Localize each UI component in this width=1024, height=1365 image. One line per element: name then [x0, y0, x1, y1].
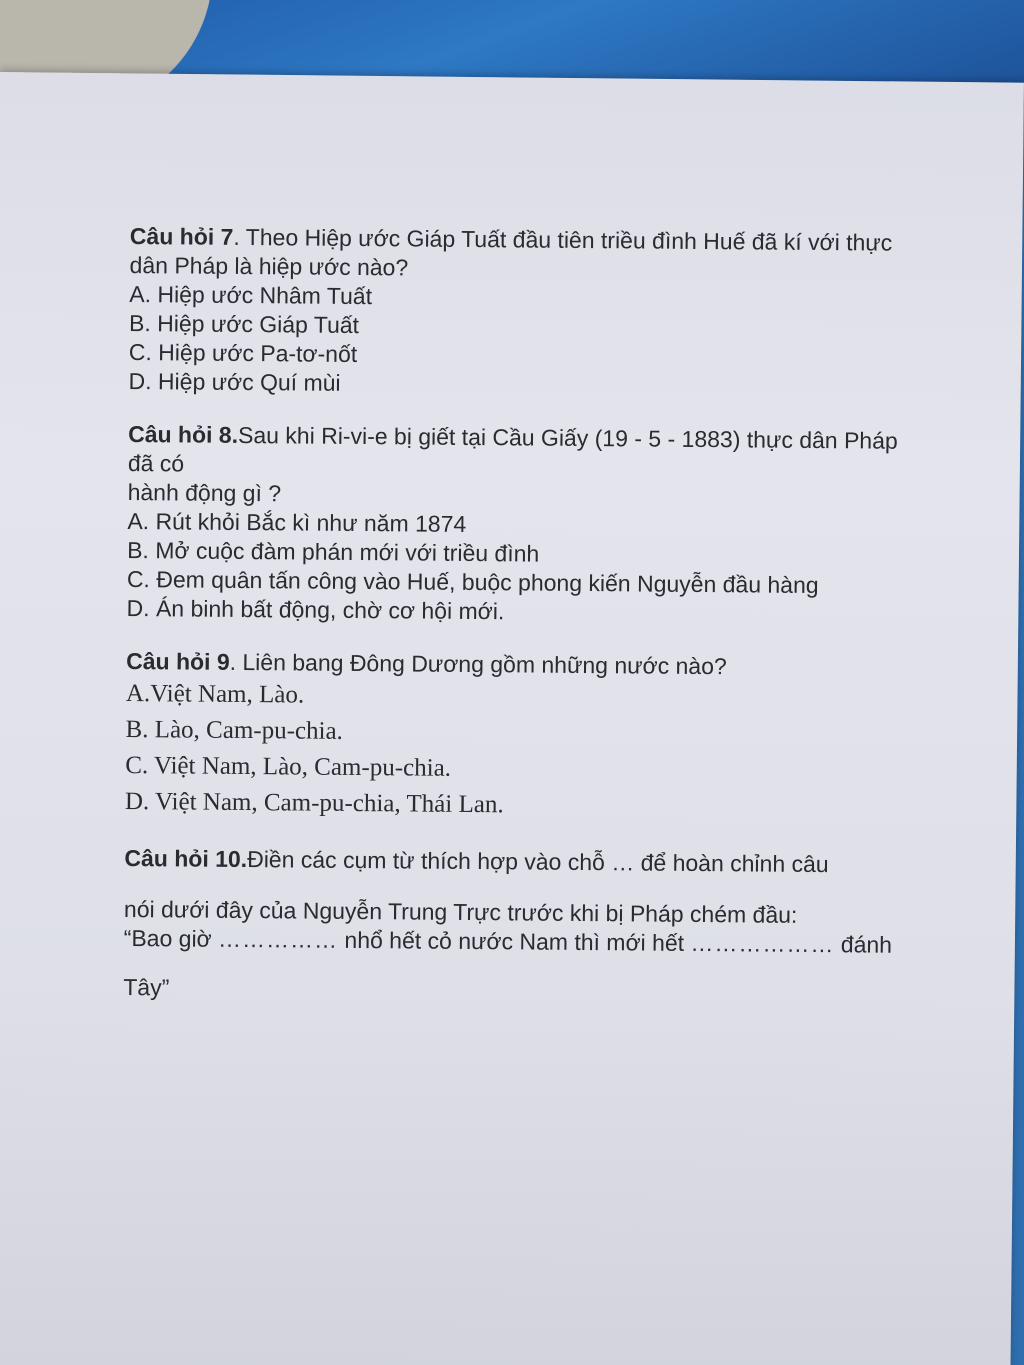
question-8-text-line2: đã có — [127, 449, 185, 477]
question-8-text-line1: Sau khi Ri-vi-e bị giết tại Cầu Giấy (19 - 5 - 1883) thực dân Pháp — [237, 421, 898, 454]
question-8-option-d: D. Án binh bất động, chờ cơ hội mới. — [126, 594, 505, 625]
question-10-text-line1: Điền các cụm từ thích hợp vào chỗ … để hoàn chỉnh câu — [247, 846, 829, 878]
question-10-quote — [124, 924, 974, 960]
exam-content — [123, 222, 980, 1009]
cloth-stripe — [0, 0, 18, 55]
question-9 — [125, 647, 976, 827]
question-7-label: Câu hỏi 7 — [129, 222, 234, 250]
quote-middle: nhổ hết cỏ nước Nam thì mới hết — [344, 926, 685, 956]
quote-end: đánh — [840, 931, 893, 958]
blank-2: ……………… — [690, 929, 835, 958]
question-7-option-d: D. Hiệp ước Quí mùi — [128, 367, 341, 396]
question-7-option-a: A. Hiệp ước Nhâm Tuất — [129, 280, 373, 310]
question-8-option-b: B. Mở cuộc đàm phán mới với triều đình — [127, 536, 540, 567]
question-9-option-d: D. Việt Nam, Cam-pu-chia, Thái Lan. — [124, 787, 504, 819]
question-9-option-b: B. Lào, Cam-pu-chia. — [125, 715, 343, 745]
question-7-text-line1: . Theo Hiệp ước Giáp Tuất đầu tiên triều đình Huế đã kí với thực — [233, 223, 893, 256]
question-10-text-line2: nói dưới đây của Nguyễn Trung Trực trước khi bị Pháp chém đầu: — [123, 895, 798, 928]
question-9-option-a: A.Việt Nam, Lào. — [125, 679, 305, 709]
question-7-option-c: C. Hiệp ước Pa-tơ-nốt — [128, 338, 358, 367]
question-9-label: Câu hỏi 9 — [126, 647, 230, 675]
question-10-text — [124, 844, 974, 880]
question-8-option-a: A. Rút khỏi Bắc kì như năm 1874 — [127, 507, 467, 537]
question-8-text-line3: hành động gì ? — [127, 478, 282, 507]
question-8-label: Câu hỏi 8. — [128, 420, 239, 448]
question-9-text-line1: . Liên bang Đông Dương gồm những nước nào? — [229, 648, 727, 680]
question-10 — [123, 844, 974, 1009]
question-8 — [127, 420, 979, 630]
question-7-option-b: B. Hiệp ước Giáp Tuất — [129, 309, 360, 339]
question-10-label: Câu hỏi 10. — [124, 844, 248, 873]
blank-1: …………… — [217, 925, 339, 953]
question-9-option-c: C. Việt Nam, Lào, Cam-pu-chia. — [125, 751, 452, 782]
question-7-text-line2: dân Pháp là hiệp ước nào? — [129, 251, 409, 281]
question-7 — [128, 222, 979, 403]
question-8-option-c: C. Đem quân tấn công vào Huế, buộc phong kiến Nguyễn đầu hàng — [126, 565, 819, 599]
quote-start: “Bao giờ — [123, 924, 212, 952]
quote-tail: Tây” — [123, 973, 170, 1001]
